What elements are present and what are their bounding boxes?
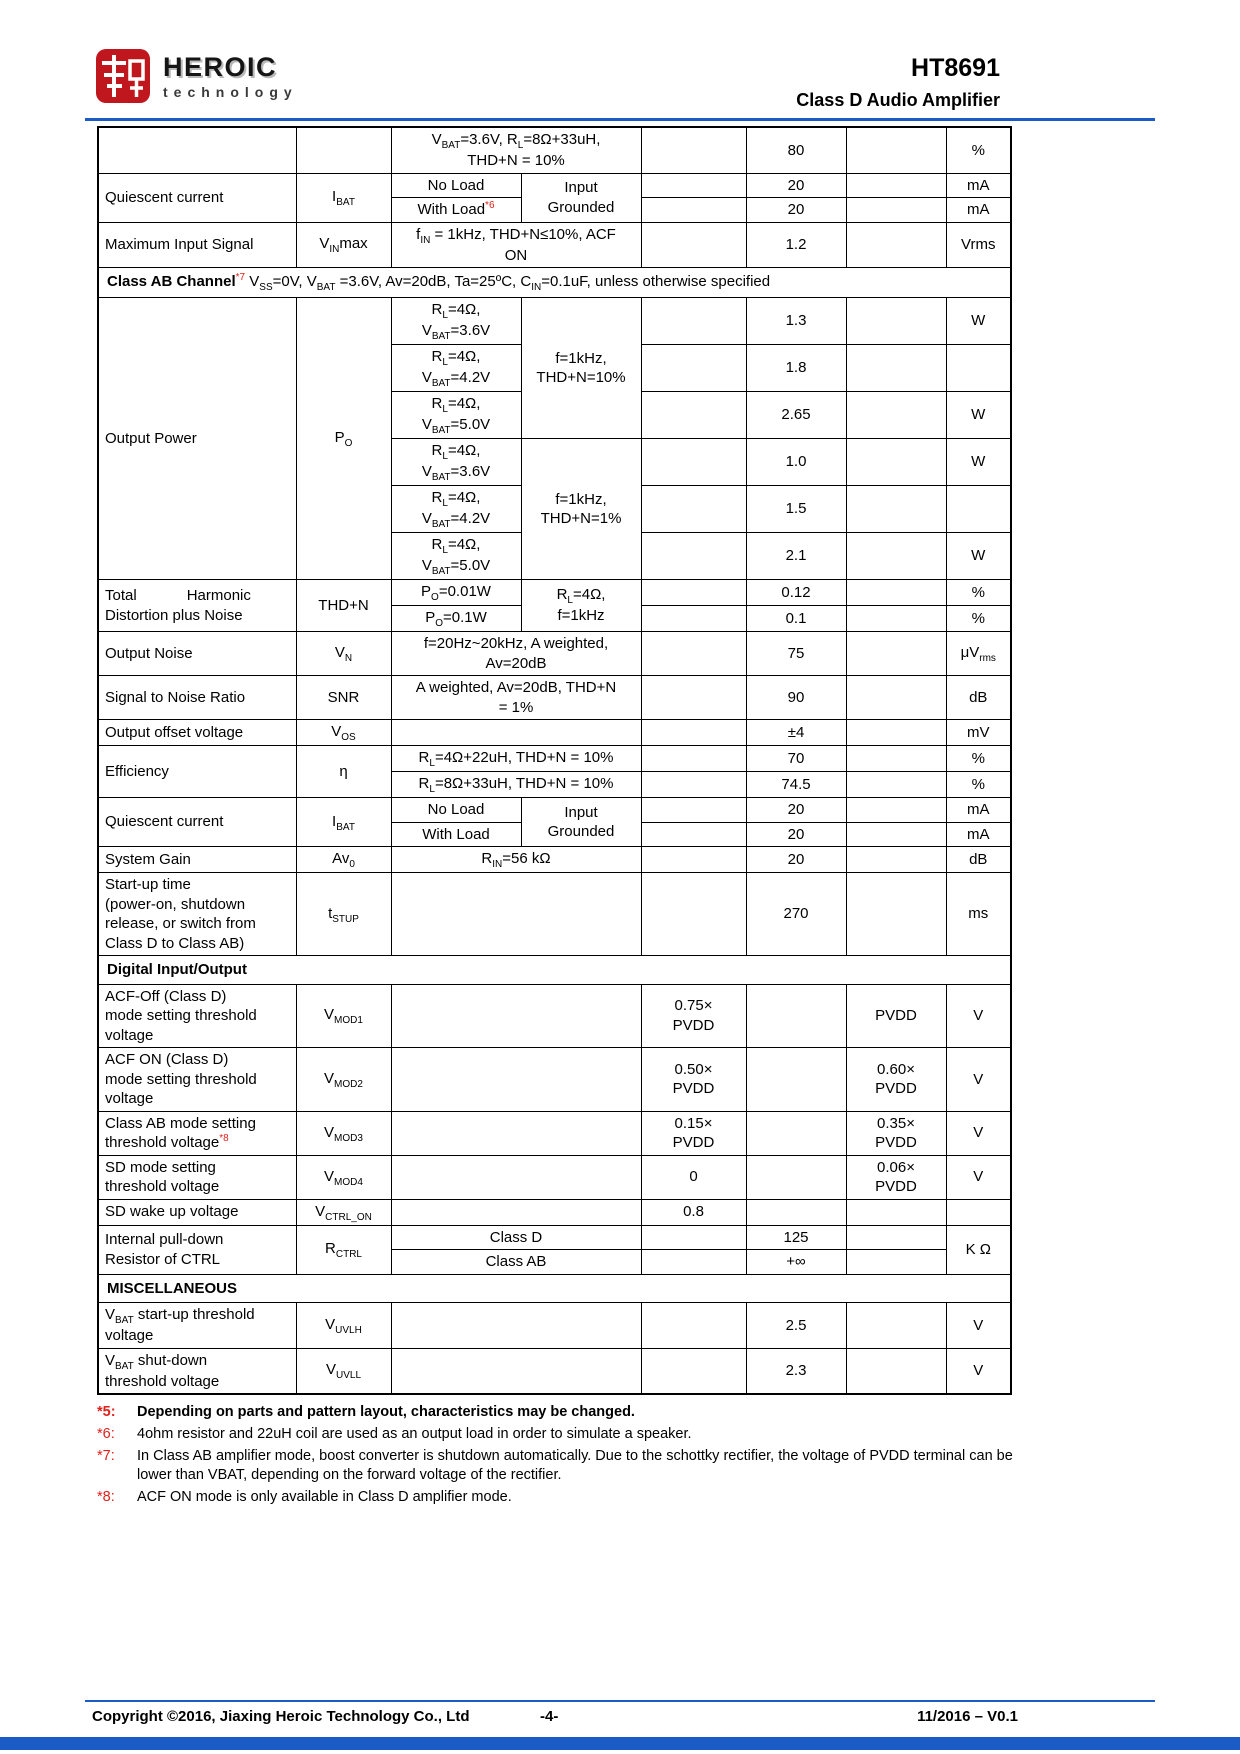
min-cell — [641, 392, 746, 439]
min-cell — [641, 632, 746, 676]
max-cell — [846, 606, 946, 632]
condition-cell — [391, 1111, 641, 1155]
min-cell — [641, 847, 746, 873]
spec-row — [98, 1048, 1011, 1112]
footnote-text: ACF ON mode is only available in Class D amplifier mode. — [137, 1489, 512, 1505]
typ-cell: 2.65 — [746, 392, 846, 439]
symbol-cell: $V_{MOD2}$ — [296, 1048, 391, 1112]
symbol-cell: SNR — [296, 676, 391, 720]
parameter-cell: Output Power — [98, 298, 296, 580]
condition-cell: $R_L=4\Omega$, $V_{BAT}=3.6V$ — [391, 439, 521, 486]
max-cell — [846, 486, 946, 533]
max-cell — [846, 1348, 946, 1394]
max-cell — [846, 1303, 946, 1349]
heroic-logo — [95, 48, 298, 104]
unit-cell: W — [946, 533, 1011, 580]
parameter-cell: Output offset voltage — [98, 720, 296, 746]
spec-row — [98, 1111, 1011, 1155]
spec-row — [98, 127, 1011, 173]
unit-cell: V — [946, 984, 1011, 1048]
min-cell — [641, 127, 746, 173]
unit-cell: K Ω — [946, 1225, 1011, 1274]
typ-cell: 2.5 — [746, 1303, 846, 1349]
symbol-cell — [296, 127, 391, 173]
condition-cell: $R_L=4\Omega$, $V_{BAT}=5.0V$ — [391, 392, 521, 439]
typ-cell: 1.8 — [746, 345, 846, 392]
max-cell — [846, 746, 946, 772]
condition-cell — [391, 720, 641, 746]
spec-table — [97, 126, 1012, 1395]
page-number: -4- — [540, 1708, 559, 1725]
max-cell — [846, 127, 946, 173]
unit-cell: V — [946, 1048, 1011, 1112]
min-cell — [641, 1303, 746, 1349]
min-cell — [641, 298, 746, 345]
unit-cell: Vrms — [946, 222, 1011, 268]
unit-cell: mA — [946, 822, 1011, 847]
condition-cell — [391, 984, 641, 1048]
condition-cell: $R_L=4\Omega$, $V_{BAT}=3.6V$ — [391, 298, 521, 345]
spec-row — [98, 632, 1011, 676]
logo-text — [163, 52, 298, 100]
min-cell: 0.15× PVDD — [641, 1111, 746, 1155]
condition-cell — [391, 1348, 641, 1394]
min-cell — [641, 198, 746, 223]
spec-row — [98, 298, 1011, 345]
footer-row — [85, 1708, 1155, 1730]
copyright-text: Copyright ©2016, Jiaxing Heroic Technology Co., Ltd — [92, 1708, 470, 1725]
condition-cell: $f_{IN} = 1kHz$, THD+N≤10%, ACF ON — [391, 222, 641, 268]
symbol-cell: $Av_0$ — [296, 847, 391, 873]
typ-cell — [746, 984, 846, 1048]
typ-cell — [746, 1048, 846, 1112]
max-cell — [846, 1199, 946, 1225]
max-cell — [846, 632, 946, 676]
spec-row — [98, 720, 1011, 746]
min-cell — [641, 439, 746, 486]
symbol-cell: $V_{UVLH}$ — [296, 1303, 391, 1349]
doc-version: 11/2016 – V0.1 — [917, 1708, 1018, 1725]
min-cell — [641, 798, 746, 823]
parameter-cell: Efficiency — [98, 746, 296, 798]
unit-cell: W — [946, 392, 1011, 439]
typ-cell: 1.0 — [746, 439, 846, 486]
unit-cell: V — [946, 1348, 1011, 1394]
section-header-cell: Digital Input/Output — [98, 956, 1011, 985]
condition-cell: No Load — [391, 173, 521, 198]
spec-row — [98, 873, 1011, 956]
parameter-cell: ACF-Off (Class D) mode setting threshold voltage — [98, 984, 296, 1048]
condition-cell: $R_L=4\Omega$, $V_{BAT}=5.0V$ — [391, 533, 521, 580]
condition-cell: f=20Hz~20kHz, A weighted, Av=20dB — [391, 632, 641, 676]
footnote — [97, 1425, 1027, 1444]
unit-cell: mA — [946, 198, 1011, 223]
symbol-cell: $V_{CTRL\_ON}$ — [296, 1199, 391, 1225]
unit-cell: mV — [946, 720, 1011, 746]
typ-cell: 0.1 — [746, 606, 846, 632]
unit-cell: V — [946, 1155, 1011, 1199]
condition2-cell: Input Grounded — [521, 798, 641, 847]
footnote-mark: *8: — [97, 1489, 115, 1505]
parameter-cell: Start-up time (power-on, shutdown release, or switch from Class D to Class AB) — [98, 873, 296, 956]
section-header-row — [98, 268, 1011, 298]
unit-cell: % — [946, 606, 1011, 632]
min-cell — [641, 720, 746, 746]
section-header-row — [98, 956, 1011, 985]
symbol-cell: η — [296, 746, 391, 798]
condition-cell — [391, 1303, 641, 1349]
typ-cell: 75 — [746, 632, 846, 676]
min-cell: 0.8 — [641, 1199, 746, 1225]
min-cell — [641, 822, 746, 847]
min-cell — [641, 746, 746, 772]
min-cell — [641, 580, 746, 606]
typ-cell: ±4 — [746, 720, 846, 746]
min-cell — [641, 486, 746, 533]
spec-row — [98, 222, 1011, 268]
condition-cell: $R_{IN}=56$ kΩ — [391, 847, 641, 873]
max-cell — [846, 439, 946, 486]
parameter-cell: Maximum Input Signal — [98, 222, 296, 268]
condition-cell: $R_L=8\Omega+33uH$, THD+N = 10% — [391, 772, 641, 798]
symbol-cell: $P_O$ — [296, 298, 391, 580]
typ-cell: 20 — [746, 798, 846, 823]
unit-cell: dB — [946, 676, 1011, 720]
spec-row — [98, 1225, 1011, 1250]
typ-cell: 1.2 — [746, 222, 846, 268]
spec-table-body — [98, 127, 1011, 1394]
max-cell — [846, 222, 946, 268]
condition-cell: Class AB — [391, 1250, 641, 1275]
typ-cell — [746, 1111, 846, 1155]
min-cell — [641, 222, 746, 268]
min-cell: 0 — [641, 1155, 746, 1199]
symbol-cell: $V_{UVLL}$ — [296, 1348, 391, 1394]
spec-row — [98, 676, 1011, 720]
condition-cell — [391, 873, 641, 956]
section-header-cell: Class AB Channel$^{*7}$ $V_{SS}=0V$, $V_{BAT} =3.6V$, Av=20dB, Ta=25ºC, $C_{IN}=0.1uF$, unless otherwise specified — [98, 268, 1011, 298]
spec-row — [98, 173, 1011, 198]
condition-cell: $R_L=4\Omega$, $V_{BAT}=4.2V$ — [391, 486, 521, 533]
symbol-cell: $V_N$ — [296, 632, 391, 676]
min-cell: 0.50× PVDD — [641, 1048, 746, 1112]
min-cell — [641, 1250, 746, 1275]
parameter-cell: Output Noise — [98, 632, 296, 676]
parameter-cell: Internal pull-down Resistor of CTRL — [98, 1225, 296, 1274]
min-cell — [641, 676, 746, 720]
unit-cell: mA — [946, 798, 1011, 823]
symbol-cell: $I_{BAT}$ — [296, 173, 391, 222]
typ-cell: 90 — [746, 676, 846, 720]
parameter-cell: SD wake up voltage — [98, 1199, 296, 1225]
min-cell — [641, 345, 746, 392]
min-cell — [641, 873, 746, 956]
symbol-cell: $t_{STUP}$ — [296, 873, 391, 956]
unit-cell: % — [946, 580, 1011, 606]
footnote-text: Depending on parts and pattern layout, characteristics may be changed. — [137, 1404, 635, 1420]
typ-cell: 80 — [746, 127, 846, 173]
typ-cell: 270 — [746, 873, 846, 956]
max-cell — [846, 676, 946, 720]
parameter-cell: $V_{BAT}$ shut-down threshold voltage — [98, 1348, 296, 1394]
condition-cell: $R_L=4\Omega+22uH$, THD+N = 10% — [391, 746, 641, 772]
spec-row — [98, 1303, 1011, 1349]
typ-cell: +∞ — [746, 1250, 846, 1275]
max-cell — [846, 873, 946, 956]
typ-cell: 20 — [746, 847, 846, 873]
bottom-bar — [0, 1737, 1240, 1750]
condition2-cell: f=1kHz, THD+N=1% — [521, 439, 641, 580]
min-cell — [641, 173, 746, 198]
parameter-cell: $V_{BAT}$ start-up threshold voltage — [98, 1303, 296, 1349]
max-cell — [846, 1250, 946, 1275]
max-cell — [846, 1225, 946, 1250]
typ-cell: 1.3 — [746, 298, 846, 345]
parameter-cell: Class AB mode setting threshold voltage$^{*8}$ — [98, 1111, 296, 1155]
symbol-cell: THD+N — [296, 580, 391, 632]
unit-cell — [946, 486, 1011, 533]
condition-cell: $R_L=4\Omega$, $V_{BAT}=4.2V$ — [391, 345, 521, 392]
footnote-mark: *6: — [97, 1426, 115, 1442]
max-cell: 0.35× PVDD — [846, 1111, 946, 1155]
symbol-cell: $V_{MOD3}$ — [296, 1111, 391, 1155]
unit-cell: $\mu V_{rms}$ — [946, 632, 1011, 676]
symbol-cell: $V_{MOD4}$ — [296, 1155, 391, 1199]
footnote — [97, 1488, 1027, 1507]
header-divider — [85, 118, 1155, 121]
footnote-text: In Class AB amplifier mode, boost converter is shutdown automatically. Due to the schottky rectifier, the voltage of PVDD terminal can be lower than VBAT, depending on the forward voltage of the rectifier. — [137, 1448, 1013, 1483]
spec-row — [98, 1199, 1011, 1225]
unit-cell: % — [946, 127, 1011, 173]
condition2-cell: f=1kHz, THD+N=10% — [521, 298, 641, 439]
max-cell — [846, 847, 946, 873]
max-cell — [846, 198, 946, 223]
typ-cell: 0.12 — [746, 580, 846, 606]
condition-cell: No Load — [391, 798, 521, 823]
unit-cell: mA — [946, 173, 1011, 198]
symbol-cell: $R_{CTRL}$ — [296, 1225, 391, 1274]
typ-cell: 20 — [746, 822, 846, 847]
condition-cell: $P_O=0.1W$ — [391, 606, 521, 632]
condition-cell: With Load — [391, 822, 521, 847]
footnote-mark: *7: — [97, 1448, 115, 1464]
logo-mark-icon — [95, 48, 151, 104]
spec-row — [98, 1155, 1011, 1199]
min-cell — [641, 606, 746, 632]
parameter-cell: SD mode setting threshold voltage — [98, 1155, 296, 1199]
max-cell — [846, 720, 946, 746]
page-header — [85, 44, 1155, 111]
typ-cell: 1.5 — [746, 486, 846, 533]
max-cell: 0.60× PVDD — [846, 1048, 946, 1112]
spec-row — [98, 746, 1011, 772]
min-cell — [641, 533, 746, 580]
max-cell — [846, 173, 946, 198]
unit-cell — [946, 1199, 1011, 1225]
condition-cell: A weighted, Av=20dB, THD+N = 1% — [391, 676, 641, 720]
symbol-cell: $V_{IN}\max$ — [296, 222, 391, 268]
symbol-cell: $I_{BAT}$ — [296, 798, 391, 847]
condition-cell — [391, 1199, 641, 1225]
unit-cell: ms — [946, 873, 1011, 956]
condition-cell: $P_O=0.01W$ — [391, 580, 521, 606]
parameter-cell — [98, 127, 296, 173]
page-footer — [85, 1700, 1155, 1730]
logo-name: HEROIC — [163, 52, 278, 82]
unit-cell: V — [946, 1303, 1011, 1349]
logo-subtext: technology — [163, 84, 298, 100]
spec-row — [98, 798, 1011, 823]
symbol-cell: $V_{OS}$ — [296, 720, 391, 746]
typ-cell — [746, 1155, 846, 1199]
typ-cell: 2.3 — [746, 1348, 846, 1394]
footnote-text: 4ohm resistor and 22uH coil are used as an output load in order to simulate a speaker. — [137, 1426, 692, 1442]
max-cell — [846, 298, 946, 345]
parameter-cell: ACF ON (Class D) mode setting threshold voltage — [98, 1048, 296, 1112]
typ-cell: 2.1 — [746, 533, 846, 580]
section-header-row — [98, 1274, 1011, 1303]
max-cell — [846, 392, 946, 439]
spec-row — [98, 984, 1011, 1048]
max-cell — [846, 798, 946, 823]
unit-cell: V — [946, 1111, 1011, 1155]
max-cell: PVDD — [846, 984, 946, 1048]
typ-cell: 70 — [746, 746, 846, 772]
unit-cell: % — [946, 746, 1011, 772]
parameter-cell: Total Harmonic Distortion plus Noise — [98, 580, 296, 632]
typ-cell: 20 — [746, 198, 846, 223]
part-number: HT8691 — [911, 54, 1000, 82]
unit-cell: dB — [946, 847, 1011, 873]
footnote — [97, 1403, 1027, 1422]
parameter-cell: System Gain — [98, 847, 296, 873]
footnote — [97, 1447, 1027, 1485]
unit-cell: W — [946, 439, 1011, 486]
condition2-cell: Input Grounded — [521, 173, 641, 222]
unit-cell — [946, 345, 1011, 392]
footnote-mark: *5: — [97, 1404, 116, 1420]
condition-cell: Class D — [391, 1225, 641, 1250]
footer-divider — [85, 1700, 1155, 1702]
max-cell — [846, 822, 946, 847]
condition-cell — [391, 1155, 641, 1199]
parameter-cell: Quiescent current — [98, 173, 296, 222]
max-cell — [846, 772, 946, 798]
unit-cell: % — [946, 772, 1011, 798]
condition-cell — [391, 1048, 641, 1112]
parameter-cell: Signal to Noise Ratio — [98, 676, 296, 720]
min-cell — [641, 772, 746, 798]
condition-cell: With Load$^{*6}$ — [391, 198, 521, 223]
typ-cell: 74.5 — [746, 772, 846, 798]
parameter-cell: Quiescent current — [98, 798, 296, 847]
title-block — [796, 48, 1000, 111]
min-cell: 0.75× PVDD — [641, 984, 746, 1048]
spec-row — [98, 1348, 1011, 1394]
spec-row — [98, 847, 1011, 873]
max-cell — [846, 580, 946, 606]
condition-cell: $V_{BAT}=3.6V$, $R_L=8\Omega+33uH$, THD+N = 10% — [391, 127, 641, 173]
typ-cell — [746, 1199, 846, 1225]
min-cell — [641, 1348, 746, 1394]
doc-subtitle: Class D Audio Amplifier — [796, 90, 1000, 110]
section-header-cell: MISCELLANEOUS — [98, 1274, 1011, 1303]
unit-cell: W — [946, 298, 1011, 345]
spec-row — [98, 580, 1011, 606]
max-cell: 0.06× PVDD — [846, 1155, 946, 1199]
min-cell — [641, 1225, 746, 1250]
condition2-cell: $R_L=4\Omega$, f=1kHz — [521, 580, 641, 632]
symbol-cell: $V_{MOD1}$ — [296, 984, 391, 1048]
typ-cell: 20 — [746, 173, 846, 198]
max-cell — [846, 533, 946, 580]
typ-cell: 125 — [746, 1225, 846, 1250]
footnotes — [97, 1403, 1027, 1507]
max-cell — [846, 345, 946, 392]
